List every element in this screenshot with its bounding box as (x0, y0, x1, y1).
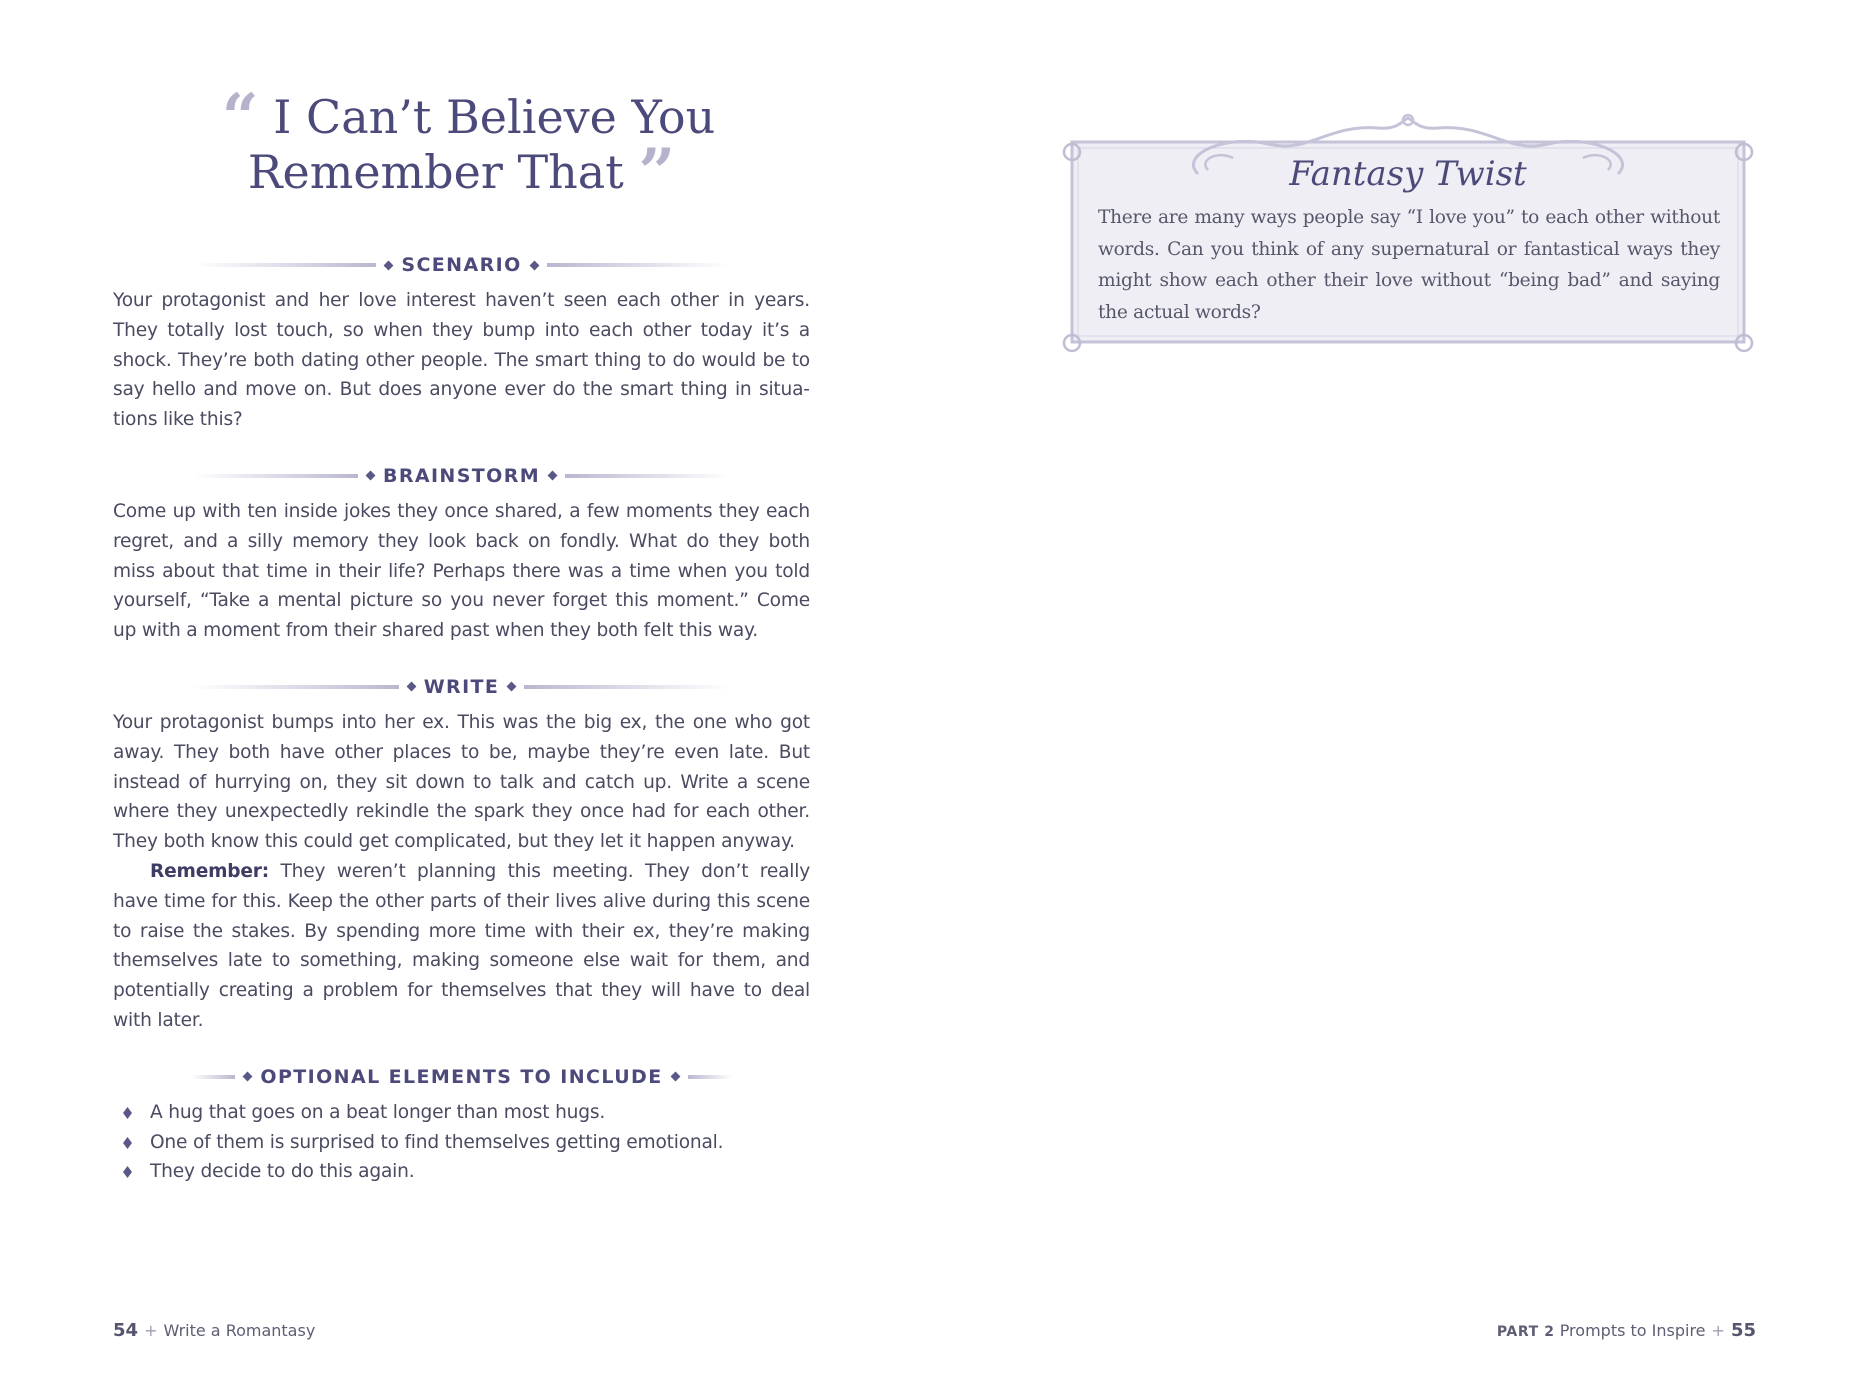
title-line-2 (113, 135, 810, 210)
list-item-text: One of them is surprised to find themselves getting emotional. (150, 1131, 724, 1153)
diamond-bullet-icon (123, 1107, 132, 1119)
title-line-2-text: Remember That (247, 145, 624, 199)
optional-heading-label: OPTIONAL ELEMENTS TO INCLUDE (260, 1065, 663, 1088)
sidebar-title: Fantasy Twist (1289, 154, 1527, 194)
diamond-icon (548, 471, 558, 481)
diamond-icon (406, 682, 416, 692)
left-page (113, 80, 810, 1187)
diamond-icon (243, 1072, 253, 1082)
remember-label: Remember: (150, 860, 270, 882)
diamond-icon (384, 260, 394, 270)
scenario-body: Your protagonist and her love interest haven’t seen each other in years. They totally lost touch, so when they bump into each other today it’s a shock. They’re both dating other people. The smart thing to do would be to say hello and move on. But does anyone ever do the smart thing in situations like this? (113, 290, 810, 431)
ornament-rule-right (524, 685, 730, 689)
diamond-bullet-icon (123, 1166, 132, 1178)
ornament-rule-right (565, 474, 729, 478)
plus-separator-icon: + (144, 1321, 158, 1340)
left-footer (113, 1320, 315, 1341)
list-item (113, 1098, 810, 1128)
ornament-rule-right (688, 1075, 732, 1079)
plus-separator-icon: + (1711, 1321, 1725, 1340)
close-quote-icon: ” (638, 135, 676, 210)
ornament-rule-left (194, 474, 358, 478)
title-line-1 (127, 80, 810, 155)
diamond-icon (507, 682, 517, 692)
book-title: Write a Romantasy (163, 1321, 316, 1340)
remember-body: They weren’t planning this meeting. They don’t really have time for this. Keep the other parts of their lives alive during this scene to raise the stakes. By spending more time with their ex, they’re making themselves late to something, making someone else wait for them, and potentially creating a problem for themselves that they will have to deal with later. (113, 860, 810, 1031)
optional-elements-list (113, 1098, 810, 1187)
open-quote-icon: “ (221, 80, 259, 155)
sidebar-body: There are many ways people say “I love you” to each other without words. Can you think of any supernatural or fantastical ways they might show each other their love without “being bad” and saying the actual words? (1098, 207, 1720, 323)
list-item-text: They decide to do this again. (150, 1161, 415, 1183)
diamond-icon (365, 471, 375, 481)
brainstorm-heading (113, 461, 810, 491)
list-item-text: A hug that goes on a beat longer than most hugs. (150, 1101, 606, 1123)
write-body: Your protagonist bumps into her ex. This was the big ex, the one who got away. They both have other places to be, maybe they’re even late. But instead of hurrying on, they sit down to talk and catch up. Write a scene where they unexpectedly rekindle the spark they once had for each other. They both know this could get complicated, but they let it happen anyway. (113, 711, 810, 853)
part-label: PART 2 (1496, 1324, 1555, 1340)
left-page-number: 54 (113, 1320, 139, 1341)
list-item (113, 1128, 810, 1158)
ornament-rule-left (196, 263, 376, 267)
remember-paragraph (113, 857, 810, 1036)
ornament-rule-left (193, 685, 399, 689)
diamond-bullet-icon (123, 1137, 132, 1149)
scenario-heading-label: SCENARIO (401, 254, 522, 276)
diamond-icon (529, 260, 539, 270)
write-heading (113, 672, 810, 702)
optional-heading (113, 1062, 810, 1092)
page-title (113, 80, 810, 210)
write-heading-label: WRITE (423, 675, 500, 698)
right-footer (1497, 1320, 1756, 1341)
fantasy-twist-sidebar (1058, 114, 1758, 364)
title-line-1-text: I Can’t Believe You (273, 90, 716, 144)
brainstorm-heading-label: BRAINSTORM (382, 464, 541, 487)
ornament-rule-left (191, 1075, 235, 1079)
list-item (113, 1157, 810, 1187)
brainstorm-body: Come up with ten inside jokes they once shared, a few moments they each regret, and a silly memory they look back on fondly. What do they both miss about that time in their life? Perhaps there was a time when you told yourself, “Take a mental picture so you never forget this moment.” Come up with a moment from their shared past when they both felt this way. (113, 500, 810, 642)
scenario-heading (113, 250, 810, 280)
ornament-rule-right (547, 263, 727, 267)
right-page-number: 55 (1730, 1320, 1756, 1341)
diamond-icon (670, 1072, 680, 1082)
part-title: Prompts to Inspire (1559, 1321, 1706, 1340)
